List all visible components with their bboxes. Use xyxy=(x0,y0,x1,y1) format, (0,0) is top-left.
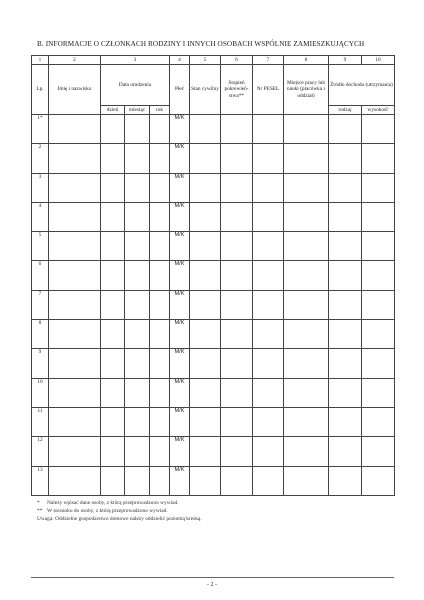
empty-field[interactable] xyxy=(329,202,362,231)
empty-field[interactable] xyxy=(221,349,253,378)
column-number: 3 xyxy=(101,56,170,65)
empty-field[interactable] xyxy=(221,290,253,319)
empty-field[interactable] xyxy=(253,407,284,436)
empty-field[interactable] xyxy=(253,466,284,495)
table-row xyxy=(32,232,395,261)
column-number: 5 xyxy=(190,56,221,65)
empty-field[interactable] xyxy=(284,407,329,436)
empty-field[interactable] xyxy=(150,378,170,407)
table-row xyxy=(32,378,395,407)
column-number: 10 xyxy=(362,56,395,65)
sex-field[interactable]: M/K xyxy=(170,407,190,436)
empty-field[interactable] xyxy=(190,144,221,173)
header-sex: Płeć xyxy=(170,65,190,115)
empty-field[interactable] xyxy=(284,320,329,349)
subheader-day: dzień xyxy=(101,106,125,115)
footnote-text: Uwaga: Oddzielne gospodarstwo domowe należy oddzielić poziomą kreską. xyxy=(37,516,202,523)
empty-field[interactable] xyxy=(125,173,150,202)
sex-field[interactable]: M/K xyxy=(170,437,190,466)
empty-field[interactable] xyxy=(221,232,253,261)
empty-field[interactable] xyxy=(253,378,284,407)
empty-field[interactable] xyxy=(49,232,101,261)
empty-field[interactable] xyxy=(329,378,362,407)
empty-field[interactable] xyxy=(49,349,101,378)
empty-field[interactable] xyxy=(125,349,150,378)
empty-field[interactable] xyxy=(190,349,221,378)
empty-field[interactable] xyxy=(253,232,284,261)
empty-field[interactable] xyxy=(362,378,395,407)
empty-field[interactable] xyxy=(125,378,150,407)
empty-field[interactable] xyxy=(150,437,170,466)
empty-field[interactable] xyxy=(150,466,170,495)
row-number: 6 xyxy=(32,261,49,290)
empty-field[interactable] xyxy=(253,202,284,231)
footnote-mark: * xyxy=(37,500,40,506)
empty-field[interactable] xyxy=(284,349,329,378)
empty-field[interactable] xyxy=(125,232,150,261)
empty-field[interactable] xyxy=(101,232,125,261)
row-number: 13 xyxy=(32,466,49,495)
empty-field[interactable] xyxy=(101,290,125,319)
sex-field[interactable]: M/K xyxy=(170,202,190,231)
sex-field[interactable]: M/K xyxy=(170,290,190,319)
sex-field[interactable]: M/K xyxy=(170,378,190,407)
header-workplace: Miejsce pracy lub nauki (placówka i oddział) xyxy=(284,65,329,115)
empty-field[interactable] xyxy=(221,437,253,466)
empty-field[interactable] xyxy=(101,261,125,290)
empty-field[interactable] xyxy=(150,144,170,173)
empty-field[interactable] xyxy=(362,144,395,173)
empty-field[interactable] xyxy=(284,202,329,231)
bottom-rule xyxy=(31,577,394,578)
empty-field[interactable] xyxy=(362,232,395,261)
empty-field[interactable] xyxy=(362,437,395,466)
empty-field[interactable] xyxy=(253,115,284,144)
empty-field[interactable] xyxy=(49,407,101,436)
empty-field[interactable] xyxy=(284,232,329,261)
empty-field[interactable] xyxy=(49,320,101,349)
empty-field[interactable] xyxy=(362,115,395,144)
empty-field[interactable] xyxy=(49,144,101,173)
empty-field[interactable] xyxy=(284,437,329,466)
empty-field[interactable] xyxy=(284,144,329,173)
sex-field[interactable]: M/K xyxy=(170,173,190,202)
row-number: 8 xyxy=(32,320,49,349)
page-number: - 2 - xyxy=(207,582,217,588)
empty-field[interactable] xyxy=(101,320,125,349)
household-members-table xyxy=(31,55,395,496)
empty-field[interactable] xyxy=(329,437,362,466)
empty-field[interactable] xyxy=(253,144,284,173)
header-row xyxy=(32,65,395,106)
empty-field[interactable] xyxy=(329,232,362,261)
empty-field[interactable] xyxy=(253,320,284,349)
empty-field[interactable] xyxy=(329,349,362,378)
empty-field[interactable] xyxy=(49,261,101,290)
empty-field[interactable] xyxy=(150,173,170,202)
sex-field[interactable]: M/K xyxy=(170,320,190,349)
column-number: 1 xyxy=(32,56,49,65)
empty-field[interactable] xyxy=(125,290,150,319)
row-number: 12 xyxy=(32,437,49,466)
empty-field[interactable] xyxy=(101,173,125,202)
sex-field[interactable]: M/K xyxy=(170,466,190,495)
empty-field[interactable] xyxy=(329,173,362,202)
empty-field[interactable] xyxy=(221,407,253,436)
empty-field[interactable] xyxy=(49,290,101,319)
row-number: 9 xyxy=(32,349,49,378)
footnote-mark: ** xyxy=(37,508,43,515)
empty-field[interactable] xyxy=(49,202,101,231)
header-income-source: Źródło dochodu (utrzymania) xyxy=(329,65,395,106)
empty-field[interactable] xyxy=(190,466,221,495)
empty-field[interactable] xyxy=(125,466,150,495)
column-number: 6 xyxy=(221,56,253,65)
empty-field[interactable] xyxy=(125,407,150,436)
empty-field[interactable] xyxy=(150,290,170,319)
empty-field[interactable] xyxy=(253,173,284,202)
empty-field[interactable] xyxy=(190,290,221,319)
footnote-note xyxy=(37,515,397,523)
empty-field[interactable] xyxy=(150,320,170,349)
column-number: 4 xyxy=(170,56,190,65)
row-number: 1* xyxy=(32,115,49,144)
empty-field[interactable] xyxy=(362,173,395,202)
table-row xyxy=(32,144,395,173)
empty-field[interactable] xyxy=(190,115,221,144)
subheader-year: rok xyxy=(150,106,170,115)
empty-field[interactable] xyxy=(49,115,101,144)
column-number: 7 xyxy=(253,56,284,65)
empty-field[interactable] xyxy=(329,261,362,290)
empty-field[interactable] xyxy=(284,173,329,202)
table-row xyxy=(32,290,395,319)
empty-field[interactable] xyxy=(221,320,253,349)
empty-field[interactable] xyxy=(125,261,150,290)
empty-field[interactable] xyxy=(150,202,170,231)
sex-field[interactable]: M/K xyxy=(170,144,190,173)
subheader-type: rodzaj xyxy=(329,106,362,115)
empty-field[interactable] xyxy=(329,407,362,436)
empty-field[interactable] xyxy=(190,378,221,407)
subheader-month: miesiąc xyxy=(125,106,150,115)
empty-field[interactable] xyxy=(221,115,253,144)
sex-field[interactable]: M/K xyxy=(170,232,190,261)
empty-field[interactable] xyxy=(150,349,170,378)
empty-field[interactable] xyxy=(329,320,362,349)
table-row xyxy=(32,466,395,495)
empty-field[interactable] xyxy=(284,466,329,495)
row-number: 3 xyxy=(32,173,49,202)
empty-field[interactable] xyxy=(101,115,125,144)
header-lp: Lp. xyxy=(32,65,49,115)
empty-field[interactable] xyxy=(190,320,221,349)
empty-field[interactable] xyxy=(190,232,221,261)
empty-field[interactable] xyxy=(253,437,284,466)
column-number: 8 xyxy=(284,56,329,65)
footnotes xyxy=(37,499,397,523)
empty-field[interactable] xyxy=(362,202,395,231)
empty-field[interactable] xyxy=(49,466,101,495)
empty-field[interactable] xyxy=(362,261,395,290)
empty-field[interactable] xyxy=(150,261,170,290)
section-title: B. INFORMACJE O CZŁONKACH RODZINY I INNYCH OSOBACH WSPÓLNIE ZAMIESZKUJĄCYCH xyxy=(37,40,365,48)
header-birth-date: Data urodzenia xyxy=(101,65,170,106)
empty-field[interactable] xyxy=(49,437,101,466)
empty-field[interactable] xyxy=(125,320,150,349)
table-row xyxy=(32,320,395,349)
empty-field[interactable] xyxy=(253,261,284,290)
sex-field[interactable]: M/K xyxy=(170,349,190,378)
table-row xyxy=(32,202,395,231)
row-number: 7 xyxy=(32,290,49,319)
empty-field[interactable] xyxy=(362,407,395,436)
header-kinship: Stopień pokrewień-stwa** xyxy=(221,65,253,115)
table-row xyxy=(32,349,395,378)
empty-field[interactable] xyxy=(221,173,253,202)
empty-field[interactable] xyxy=(284,115,329,144)
empty-field[interactable] xyxy=(190,173,221,202)
empty-field[interactable] xyxy=(190,407,221,436)
footnote xyxy=(37,499,397,507)
empty-field[interactable] xyxy=(101,202,125,231)
empty-field[interactable] xyxy=(101,144,125,173)
empty-field[interactable] xyxy=(329,115,362,144)
row-number: 5 xyxy=(32,232,49,261)
empty-field[interactable] xyxy=(221,378,253,407)
row-number: 2 xyxy=(32,144,49,173)
empty-field[interactable] xyxy=(362,349,395,378)
empty-field[interactable] xyxy=(284,261,329,290)
empty-field[interactable] xyxy=(125,202,150,231)
empty-field[interactable] xyxy=(221,202,253,231)
empty-field[interactable] xyxy=(190,261,221,290)
empty-field[interactable] xyxy=(190,437,221,466)
empty-field[interactable] xyxy=(101,466,125,495)
table-row xyxy=(32,115,395,144)
empty-field[interactable] xyxy=(221,144,253,173)
subheader-amount: wysokość xyxy=(362,106,395,115)
column-number-row xyxy=(32,56,395,65)
empty-field[interactable] xyxy=(329,290,362,319)
empty-field[interactable] xyxy=(150,115,170,144)
footnote-text: W stosunku do osoby, z którą przeprowadzono wywiad. xyxy=(47,508,168,515)
empty-field[interactable] xyxy=(125,115,150,144)
empty-field[interactable] xyxy=(190,202,221,231)
footnote-text: Należy wpisać dane osoby, z którą przeprowadzono wywiad. xyxy=(47,500,179,506)
empty-field[interactable] xyxy=(150,232,170,261)
table-row xyxy=(32,407,395,436)
row-number: 11 xyxy=(32,407,49,436)
empty-field[interactable] xyxy=(125,437,150,466)
empty-field[interactable] xyxy=(150,407,170,436)
header-civil-status: Stan cywilny xyxy=(190,65,221,115)
empty-field[interactable] xyxy=(284,290,329,319)
table-row xyxy=(32,261,395,290)
empty-field[interactable] xyxy=(362,290,395,319)
empty-field[interactable] xyxy=(125,144,150,173)
empty-field[interactable] xyxy=(284,378,329,407)
empty-field[interactable] xyxy=(362,320,395,349)
empty-field[interactable] xyxy=(101,349,125,378)
empty-field[interactable] xyxy=(101,437,125,466)
empty-field[interactable] xyxy=(221,466,253,495)
empty-field[interactable] xyxy=(49,378,101,407)
empty-field[interactable] xyxy=(101,378,125,407)
empty-field[interactable] xyxy=(329,466,362,495)
empty-field[interactable] xyxy=(253,290,284,319)
table-row xyxy=(32,173,395,202)
column-number: 2 xyxy=(49,56,101,65)
sex-field[interactable]: M/K xyxy=(170,115,190,144)
empty-field[interactable] xyxy=(362,466,395,495)
header-name: Imię i nazwisko xyxy=(49,65,101,115)
column-number: 9 xyxy=(329,56,362,65)
row-number: 10 xyxy=(32,378,49,407)
table-row xyxy=(32,437,395,466)
empty-field[interactable] xyxy=(253,349,284,378)
row-number: 4 xyxy=(32,202,49,231)
sex-field[interactable]: M/K xyxy=(170,261,190,290)
empty-field[interactable] xyxy=(101,407,125,436)
header-pesel: Nr PESEL xyxy=(253,65,284,115)
empty-field[interactable] xyxy=(221,261,253,290)
empty-field[interactable] xyxy=(49,173,101,202)
footnote xyxy=(37,507,397,515)
empty-field[interactable] xyxy=(329,144,362,173)
